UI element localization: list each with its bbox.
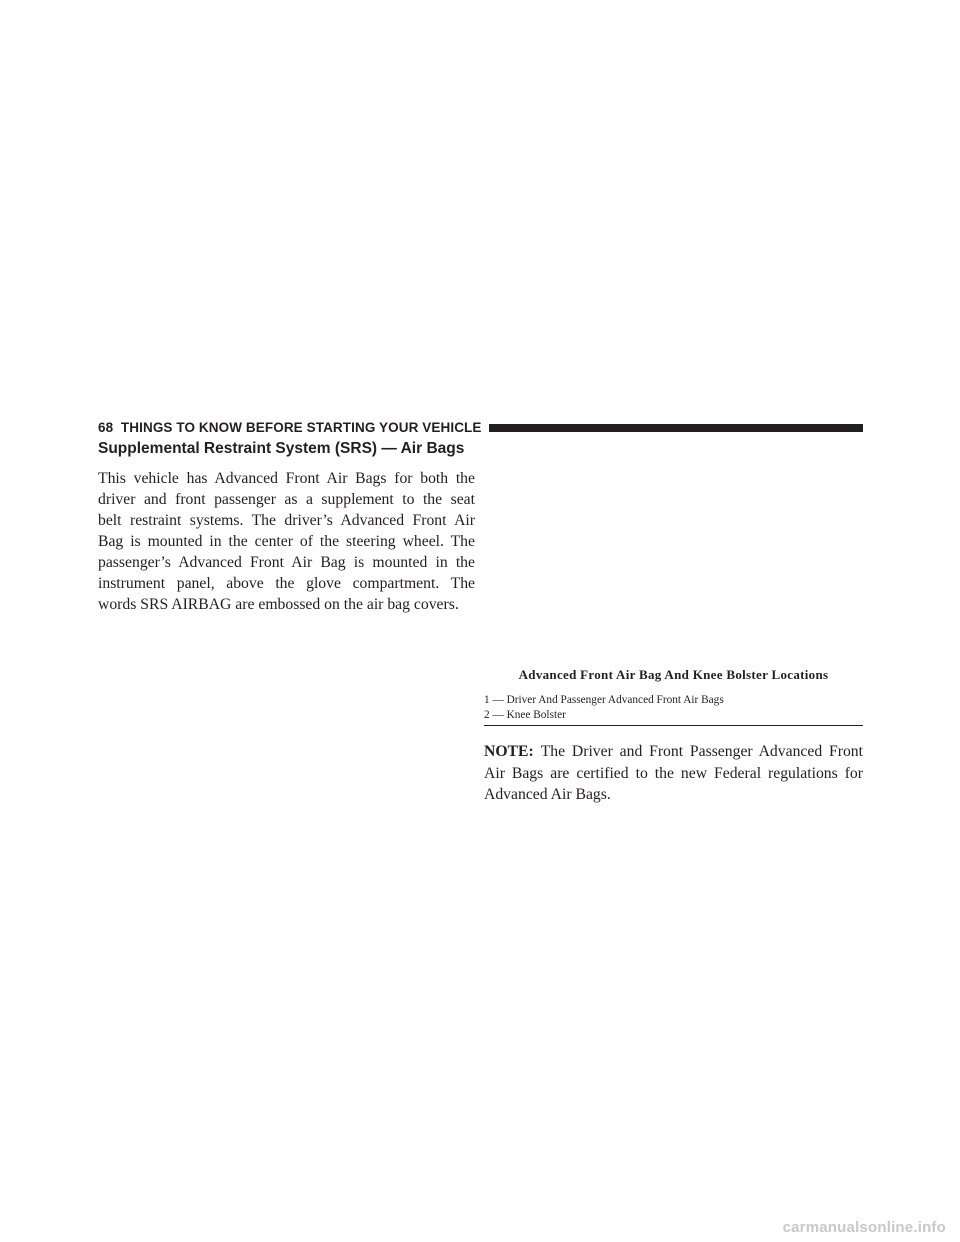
legend-item: 2 — Knee Bolster [484,709,566,721]
body-paragraph [98,468,475,615]
page-header [98,417,863,437]
page-header-text [98,420,482,435]
note-line [484,741,863,763]
header-rule [489,424,864,432]
body-line: This vehicle has Advanced Front Air Bags for both the [98,470,475,487]
legend-item: 1 — Driver And Passenger Advanced Front Air Bags [484,694,724,706]
note-line: Advanced Air Bags. [484,786,611,803]
body-line: driver and front passenger as a supplement to the seat [98,491,475,508]
body-line: words SRS AIRBAG are embossed on the air bag covers. [98,596,459,613]
note-text: The Driver and Front Passenger Advanced Front [540,743,863,760]
page-number: 68 [98,419,114,435]
note-label: NOTE: [484,743,534,760]
section-heading: THINGS TO KNOW BEFORE STARTING YOUR VEHICLE [120,419,482,435]
note-line: Air Bags are certified to the new Federal regulations for [484,764,863,782]
section-title: Supplemental Restraint System (SRS) — Air Bags [98,440,465,457]
body-line: Bag is mounted in the center of the steering wheel. The [98,533,475,550]
figure-legend [484,693,863,726]
note-paragraph [484,741,863,806]
body-line: belt restraint systems. The driver’s Advanced Front Air [98,512,475,529]
figure-caption: Advanced Front Air Bag And Knee Bolster Locations [518,667,829,682]
body-line: instrument panel, above the glove compartment. The [98,575,475,592]
body-line: passenger’s Advanced Front Air Bag is mounted in the [98,554,475,571]
figure-image-area [484,447,863,657]
watermark: carmanualsonline.info [782,1219,946,1236]
